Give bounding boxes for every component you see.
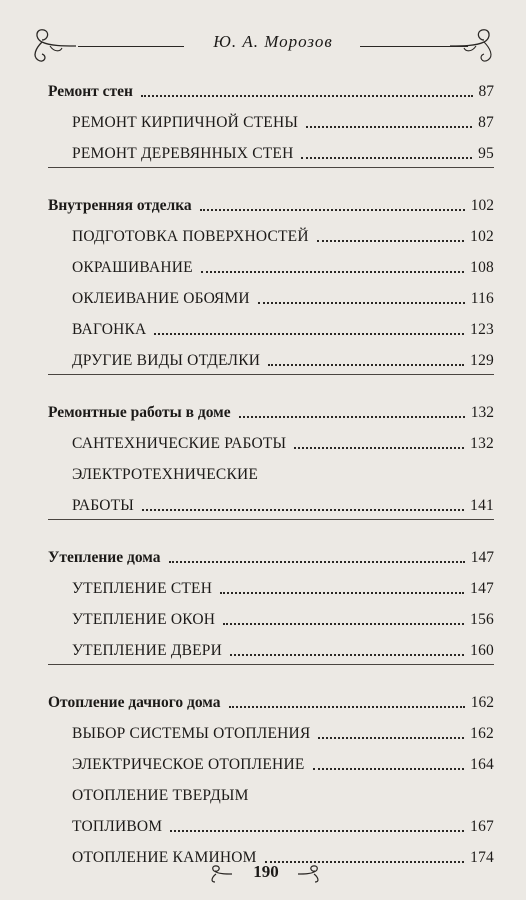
page-number: 129: [470, 352, 494, 369]
dot-leader: [229, 705, 465, 708]
item-title: ВЫБОР СИСТЕМЫ ОТОПЛЕНИЯ: [72, 725, 311, 742]
section-title: Внутренняя отделка: [48, 197, 192, 214]
toc-item[interactable]: [48, 246, 494, 277]
page-number: 108: [470, 259, 494, 276]
page-number: 162: [470, 725, 494, 742]
flourish-right-icon: [448, 22, 498, 70]
item-title: ВАГОНКА: [72, 321, 147, 338]
page-number: 87: [478, 83, 494, 100]
toc-section[interactable]: [48, 536, 494, 567]
page-number: 102: [470, 228, 494, 245]
toc-item[interactable]: [48, 277, 494, 308]
toc-item-line1[interactable]: [48, 453, 494, 484]
dot-leader: [170, 829, 464, 832]
toc-section[interactable]: [48, 681, 494, 712]
dot-leader: [201, 270, 464, 273]
toc-item[interactable]: [48, 598, 494, 629]
page-number: 102: [470, 197, 494, 214]
item-title: ПОДГОТОВКА ПОВЕРХНОСТЕЙ: [72, 228, 309, 245]
page-number: 141: [470, 497, 494, 514]
item-title: ОТОПЛЕНИЕ КАМИНОМ: [72, 849, 257, 866]
item-title: РЕМОНТ КИРПИЧНОЙ СТЕНЫ: [72, 114, 299, 131]
item-title: ОКЛЕИВАНИЕ ОБОЯМИ: [72, 290, 250, 307]
page-number: 167: [470, 818, 494, 835]
dot-leader: [239, 415, 465, 418]
footer-flourish-right-icon: [296, 864, 324, 884]
item-title-continued: ТОПЛИВОМ: [72, 818, 163, 835]
section-divider: [48, 519, 494, 536]
section-divider: [48, 664, 494, 681]
toc-item[interactable]: [48, 567, 494, 598]
toc-item[interactable]: [48, 743, 494, 774]
dot-leader: [258, 301, 465, 304]
toc-section[interactable]: [48, 184, 494, 215]
toc-item[interactable]: [48, 308, 494, 339]
page-number: 87: [478, 114, 494, 131]
item-title: ОКРАШИВАНИЕ: [72, 259, 193, 276]
section-title: Отопление дачного дома: [48, 694, 221, 711]
footer-flourish-left-icon: [206, 864, 234, 884]
item-title: РЕМОНТ ДЕРЕВЯННЫХ СТЕН: [72, 145, 294, 162]
toc-item-line1[interactable]: [48, 774, 494, 805]
page-number: 116: [470, 290, 494, 307]
toc-item[interactable]: [48, 339, 494, 370]
toc-item-line2[interactable]: [48, 805, 494, 836]
section-title: Ремонт стен: [48, 83, 133, 100]
item-title: УТЕПЛЕНИЕ СТЕН: [72, 580, 213, 597]
page-number: 156: [470, 611, 494, 628]
dot-leader: [317, 239, 464, 242]
flourish-left-icon: [28, 22, 78, 70]
dot-leader: [169, 560, 465, 563]
toc-item[interactable]: [48, 132, 494, 163]
item-title: САНТЕХНИЧЕСКИЕ РАБОТЫ: [72, 435, 287, 452]
dot-leader: [200, 208, 465, 211]
header-rule-left: [78, 46, 184, 47]
toc-item[interactable]: [48, 712, 494, 743]
page-number: 123: [470, 321, 494, 338]
page-number: 162: [470, 694, 494, 711]
section-title: Утепление дома: [48, 549, 161, 566]
running-title: Ю. А. Морозов: [213, 32, 333, 51]
toc-section[interactable]: [48, 70, 494, 101]
page-number: 132: [470, 435, 494, 452]
dot-leader: [318, 736, 464, 739]
dot-leader: [154, 332, 464, 335]
dot-leader: [294, 446, 464, 449]
page-number: 147: [470, 549, 494, 566]
toc-item[interactable]: [48, 422, 494, 453]
running-header: [0, 22, 526, 70]
page-number: 160: [470, 642, 494, 659]
dot-leader: [142, 508, 464, 511]
page-number: 174: [470, 849, 494, 866]
page-number-footer: 190: [253, 862, 279, 881]
toc-item[interactable]: [48, 101, 494, 132]
page-number: 95: [478, 145, 494, 162]
page-number: 132: [470, 404, 494, 421]
item-title: УТЕПЛЕНИЕ ОКОН: [72, 611, 216, 628]
item-title: ЭЛЕКТРОТЕХНИЧЕСКИЕ: [72, 466, 259, 483]
item-title: УТЕПЛЕНИЕ ДВЕРИ: [72, 642, 223, 659]
table-of-contents: [48, 70, 494, 867]
toc-item[interactable]: [48, 629, 494, 660]
page-footer: [0, 860, 526, 890]
item-title: ЭЛЕКТРИЧЕСКОЕ ОТОПЛЕНИЕ: [72, 756, 305, 773]
section-title: Ремонтные работы в доме: [48, 404, 231, 421]
section-divider: [48, 374, 494, 391]
item-title: ОТОПЛЕНИЕ ТВЕРДЫМ: [72, 787, 249, 804]
dot-leader: [306, 125, 472, 128]
dot-leader: [220, 591, 464, 594]
toc-item[interactable]: [48, 215, 494, 246]
dot-leader: [141, 94, 473, 97]
toc-item-line2[interactable]: [48, 484, 494, 515]
page-number: 164: [470, 756, 494, 773]
dot-leader: [313, 767, 465, 770]
dot-leader: [223, 622, 464, 625]
item-title: ДРУГИЕ ВИДЫ ОТДЕЛКИ: [72, 352, 261, 369]
page-number: 147: [470, 580, 494, 597]
toc-section[interactable]: [48, 391, 494, 422]
dot-leader: [301, 156, 472, 159]
dot-leader: [268, 363, 464, 366]
dot-leader: [230, 653, 464, 656]
section-divider: [48, 167, 494, 184]
item-title-continued: РАБОТЫ: [72, 497, 135, 514]
